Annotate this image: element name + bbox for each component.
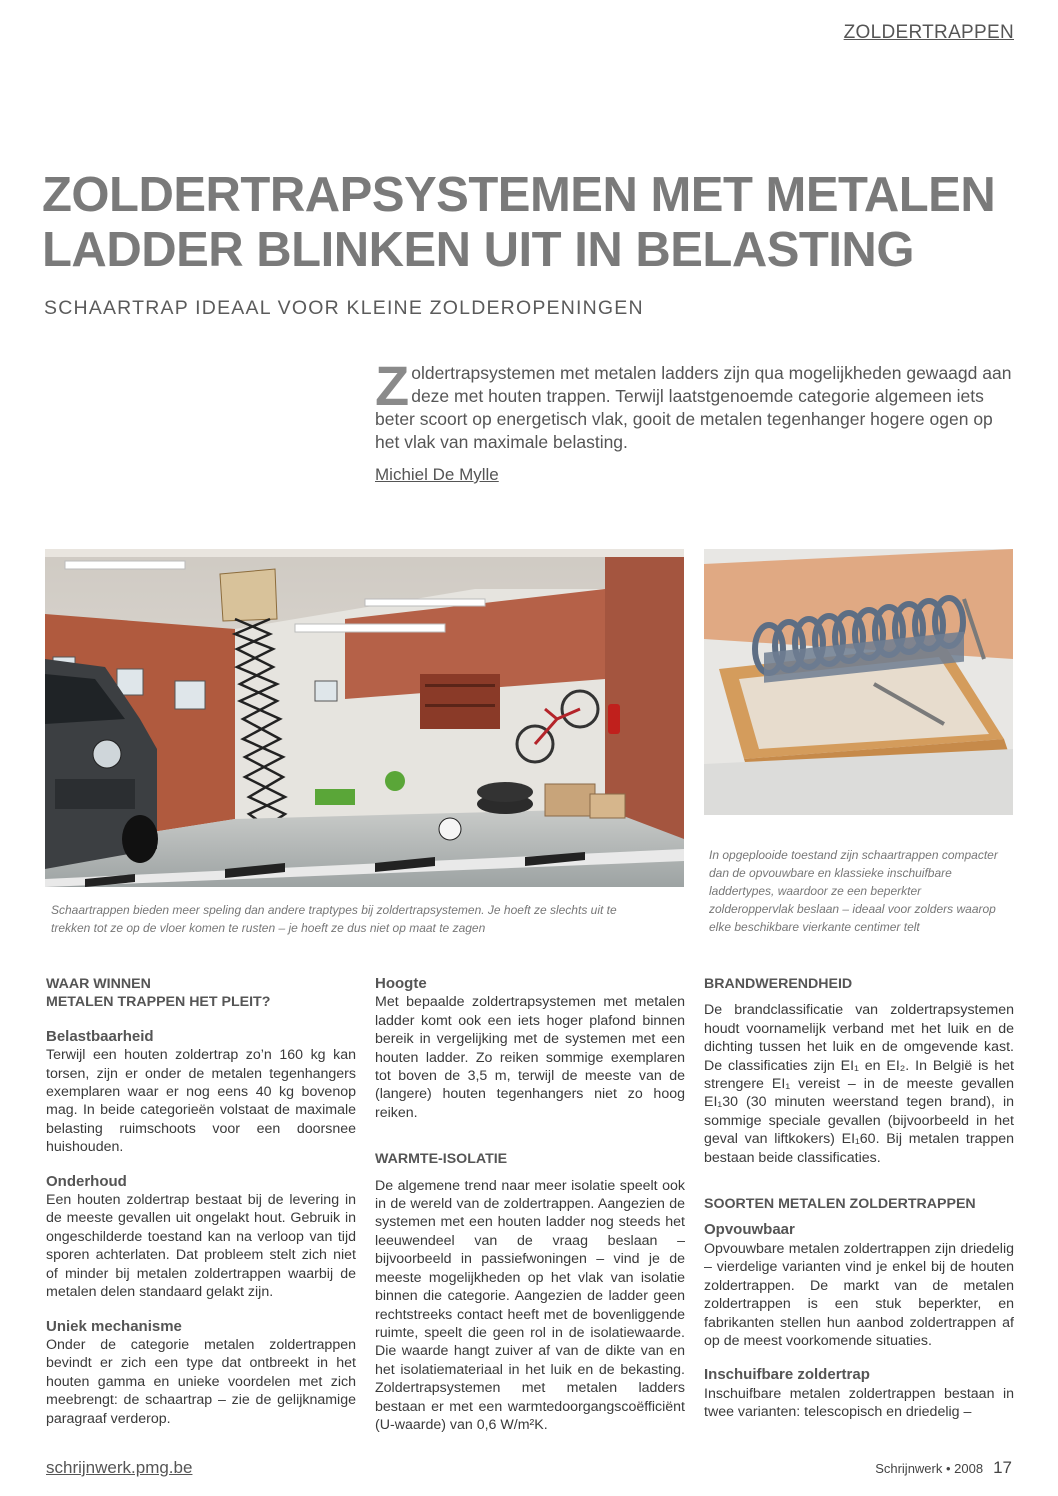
caption-garage: Schaartrappen bieden meer speling dan andere traptypes bij zoldertrapsystemen. Je hoeft ze slechts uit te trekken tot ze op de vloer komen te rusten – je hoeft ze dus niet op maat te zagen (51, 903, 617, 935)
garage-photo (45, 549, 684, 887)
column-1 (46, 975, 356, 1428)
paragraph-hoogte: Met bepaalde zoldertrapsystemen met metalen ladder komt ook een iets hoger plafond binnen bereik in vergelijking met de systemen met een houten ladder. Zo reiken sommige exemplaren tot boven de 3,5 m, terwijl de meeste van de (langere) houten tegenhangers niet zo hoog reiken. (375, 994, 685, 1121)
intro-text: oldertrapsystemen met metalen ladders zijn qua mogelijkheden gewaagd aan deze met houten trappen. Terwijl laatstgenoemde categorie algemeen iets beter scoort op energetisch vlak, gooit de metalen tegenhanger hogere ogen op het vlak van maximale belasting. (375, 363, 1012, 452)
article-title (42, 168, 996, 278)
paragraph-warmte-isolatie: De algemene trend naar meer isolatie speelt ook in de wereld van de zoldertrappen. Aangezien de systemen met een houten ladder nog steeds het leeuwendeel van de vraag beslaan – bijvoorbeeld in passiefwoningen – vind je de meeste mogelijkheden op het vlak van isolatie binnen die categorie. Aangezien de ladder geen rechtstreeks contact heeft met de bovenliggende ruimte, speelt die geen rol in de isolatiewaarde. Die waarde hangt zuiver af van de dikte van en het isolatiemateriaal in het luik en de bekasting. Zoldertrapsystemen met metalen ladders bestaan er met een warmtedoorgangscoëfficiënt (U-waarde) van 0,6 W/m²K. (375, 1177, 685, 1433)
heading-waar-winnen (46, 975, 356, 1012)
subheading-opvouwbaar: Opvouwbaar (704, 1221, 795, 1239)
subheading-inschuifbare: Inschuifbare zoldertrap (704, 1366, 870, 1384)
heading-line-2: METALEN TRAPPEN HET PLEIT? (46, 994, 271, 1011)
intro-paragraph (375, 354, 1015, 454)
subheading-hoogte: Hoogte (375, 975, 427, 992)
paragraph-brandwerendheid: De brandclassificatie van zoldertrapsystemen houdt voornamelijk verband met het luik en de dichting tussen het luik en de omgevende kast. De classificaties zijn EI₁ en EI₂. In België is het strengere EI₁ vereist – in de meeste gevallen EI₁30 (30 minuten weerstand tegen brand), in sommige speciale gevallen (bijvoorbeeld in het geval van liftkokers) EI₁60. Bij metalen trappen bestaan beide classificaties. (704, 1002, 1014, 1166)
section-tag: ZOLDERTRAPPEN (843, 22, 1014, 43)
column-2 (375, 975, 685, 1434)
folded-ladder-photo (704, 549, 1013, 815)
subheading-onderhoud: Onderhoud (46, 1172, 127, 1190)
subheading-uniek-mechanisme: Uniek mechanisme (46, 1317, 182, 1335)
footer-page-info (875, 1458, 1012, 1478)
heading-line-1: WAAR WINNEN (46, 976, 151, 992)
paragraph-onderhoud: Een houten zoldertrap bestaat bij de levering in de meeste gevallen uit ongelakt hout. Gebruik in ongeschilderde toestand kan na verloop van tijd sporen achterlaten. Dat probleem stelt zich niet of minder bij metalen zoldertrappen waarbij de metalen delen standaard gelakt zijn. (46, 1192, 356, 1301)
column-3 (704, 975, 1014, 1422)
heading-warmte-isolatie: WARMTE-ISOLATIE (375, 1151, 508, 1168)
footer-website-link[interactable]: schrijnwerk.pmg.be (46, 1458, 193, 1477)
heading-soorten: SOORTEN METALEN ZOLDERTRAPPEN (704, 1196, 976, 1213)
paragraph-belastbaarheid: Terwijl een houten zoldertrap zo’n 160 kg kan torsen, zijn er onder de metalen tegenhangers exemplaren waar er nog eens 40 kg bovenop mag. In beide categorieën volstaat de maximale belasting ruimschoots voor een doorsnee huishouden. (46, 1047, 356, 1156)
footer-magazine: Schrijnwerk • 2008 (875, 1461, 984, 1476)
page-number: 17 (993, 1458, 1012, 1477)
paragraph-opvouwbaar: Opvouwbare metalen zoldertrappen zijn driedelig – vierdelige varianten vind je enkel bij de houten zoldertrappen. De markt van de metalen zoldertrappen is een stuk beperkter, en fabrikanten stellen hun aanbod zoldertrappen af op de meest voorkomende situaties. (704, 1240, 1014, 1349)
subheading-belastbaarheid: Belastbaarheid (46, 1027, 154, 1045)
drop-cap: Z (375, 354, 410, 417)
caption-ladder: In opgeplooide toestand zijn schaartrappen compacter dan de opvouwbare en klassieke inschuifbare laddertypes, waardoor ze een beperkter zolderoppervlak beslaan – ideaal voor zolders waarop elke beschikbare vierkante centimer telt (709, 848, 998, 934)
folded-ladder-illustration (704, 549, 1013, 815)
author-byline: Michiel De Mylle (375, 465, 499, 484)
heading-brandwerendheid: BRANDWERENDHEID (704, 976, 853, 992)
garage-illustration (45, 549, 684, 887)
title-line-2: LADDER BLINKEN UIT IN BELASTING (42, 223, 914, 277)
title-line-1: ZOLDERTRAPSYSTEMEN MET METALEN (42, 168, 996, 222)
article-subtitle: SCHAARTRAP IDEAAL VOOR KLEINE ZOLDEROPENINGEN (44, 297, 644, 319)
paragraph-uniek-mechanisme: Onder de categorie metalen zoldertrappen bevindt er zich een type dat ontbreekt in het houten gamma en unieke voordelen met zich meebrengt: de schaartrap – zie de gelijknamige paragraaf verderop. (46, 1336, 356, 1427)
paragraph-inschuifbare: Inschuifbare metalen zoldertrappen bestaan in twee varianten: telescopisch en driedelig – (704, 1385, 1014, 1421)
